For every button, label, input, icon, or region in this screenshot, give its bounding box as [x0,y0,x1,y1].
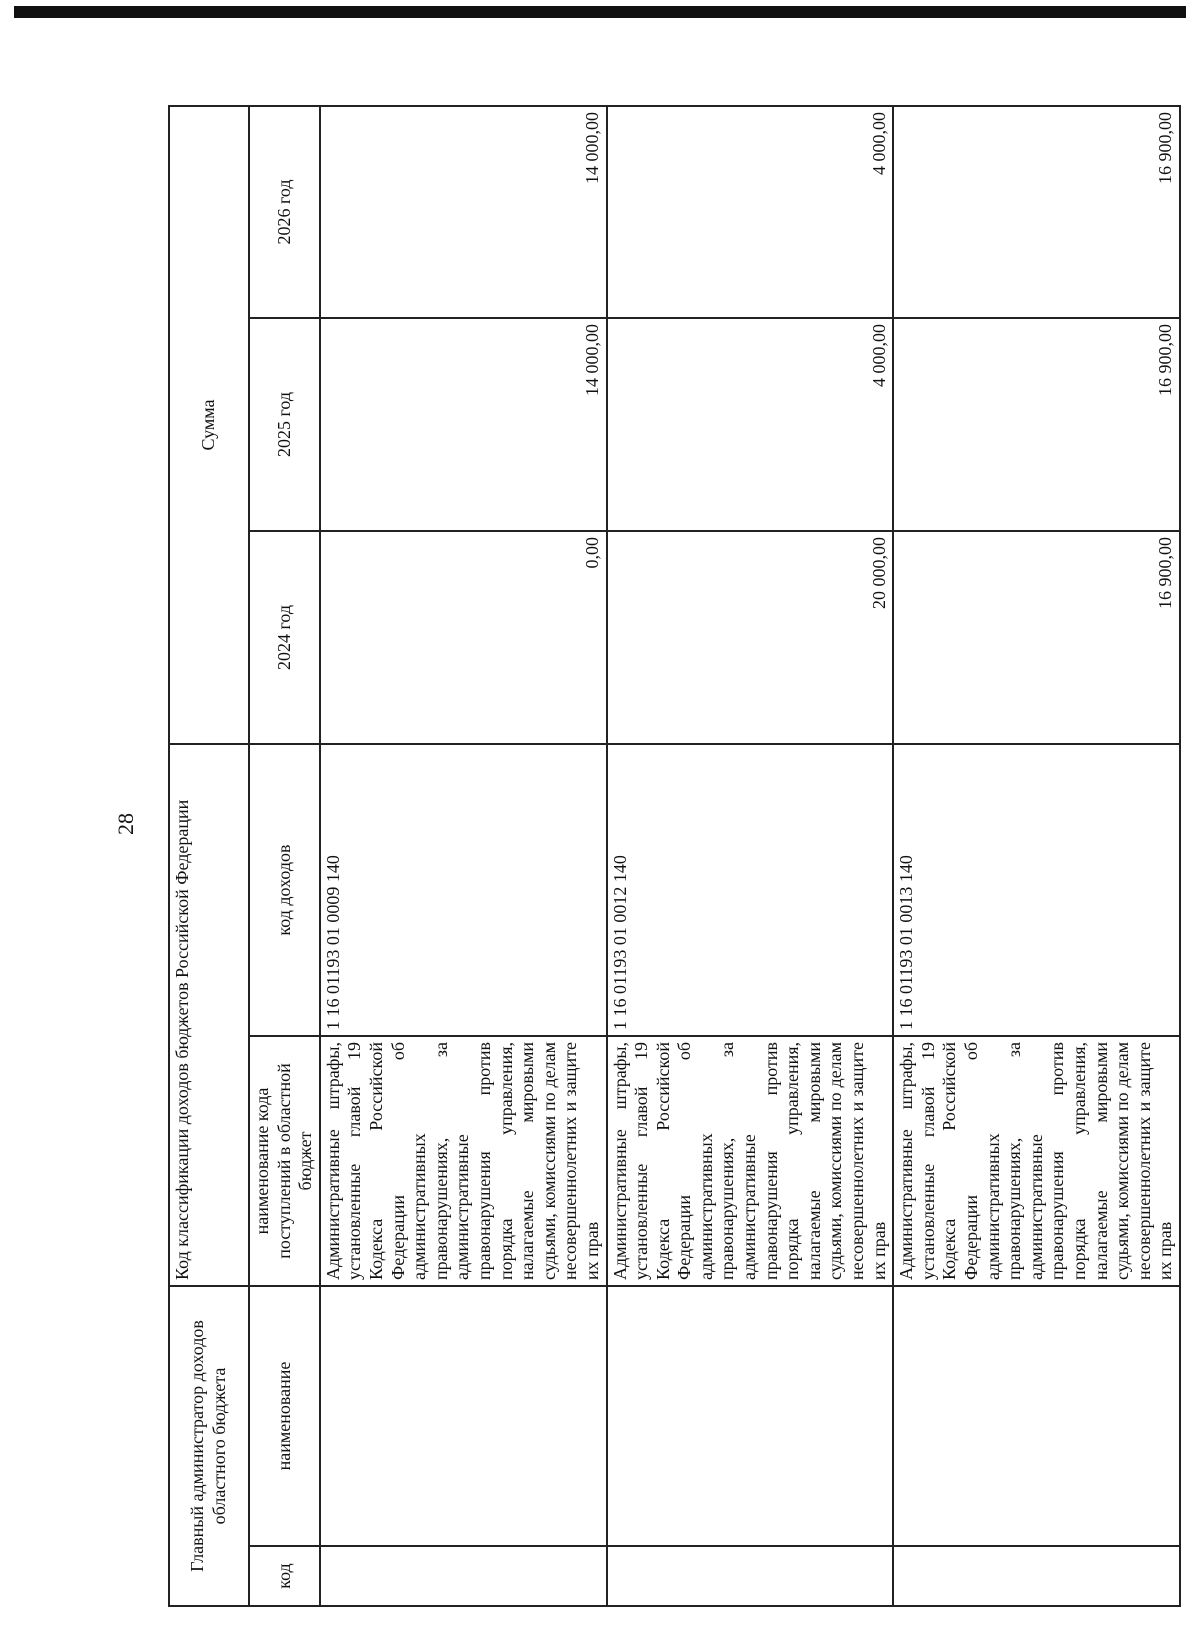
row-admin-name [893,1286,1180,1546]
row-income-code: 1 16 01193 01 0013 140 [893,744,1180,1036]
header-year-2024: 2024 год [249,531,320,744]
row-admin-code [893,1546,1180,1606]
row-admin-code [320,1546,607,1606]
table-row [893,106,1180,1606]
header-administrator: Главный администратор доходов областного бюджета [169,1286,249,1606]
row-amount-2024: 16 900,00 [893,531,1180,744]
row-amount-2024: 0,00 [320,531,607,744]
table-row [320,106,607,1606]
income-table [168,105,1181,1607]
row-description: Административные штрафы, установленные главой 19 Кодекса Российской Федерации об административных правонарушениях, за административные правонарушения против порядка управления, налагаемые мировыми судьями, комиссиями по делам несовершеннолетних и защите их прав [607,1036,894,1286]
row-amount-2026: 4 000,00 [607,106,894,318]
row-amount-2026: 14 000,00 [320,106,607,318]
header-income-name: наименование кода поступлений в областной бюджет [249,1036,320,1286]
header-admin-code: код [249,1546,320,1606]
row-amount-2025: 4 000,00 [607,318,894,531]
row-admin-code [607,1546,894,1606]
row-description: Административные штрафы, установленные главой 19 Кодекса Российской Федерации об административных правонарушениях, за административные правонарушения против порядка управления, налагаемые мировыми судьями, комиссиями по делам несовершеннолетних и защите их прав [320,1036,607,1286]
row-description: Административные штрафы, установленные главой 19 Кодекса Российской Федерации об административных правонарушениях, за административные правонарушения против порядка управления, налагаемые мировыми судьями, комиссиями по делам несовершеннолетних и защите их прав [893,1036,1180,1286]
header-classification: Код классификации доходов бюджетов Российской Федерации [169,744,249,1286]
row-amount-2024: 20 000,00 [607,531,894,744]
header-income-code: код доходов [249,744,320,1036]
row-income-code: 1 16 01193 01 0012 140 [607,744,894,1036]
row-admin-name [320,1286,607,1546]
row-admin-name [607,1286,894,1546]
table-row [607,106,894,1606]
row-income-code: 1 16 01193 01 0009 140 [320,744,607,1036]
header-year-2025: 2025 год [249,318,320,531]
row-amount-2025: 14 000,00 [320,318,607,531]
rotated-table-wrapper [168,107,1176,1607]
page-number: 28 [113,813,138,835]
header-admin-name: наименование [249,1286,320,1546]
row-amount-2026: 16 900,00 [893,106,1180,318]
page-top-border [14,6,1186,18]
row-amount-2025: 16 900,00 [893,318,1180,531]
header-year-2026: 2026 год [249,106,320,318]
header-sum: Сумма [169,106,249,744]
